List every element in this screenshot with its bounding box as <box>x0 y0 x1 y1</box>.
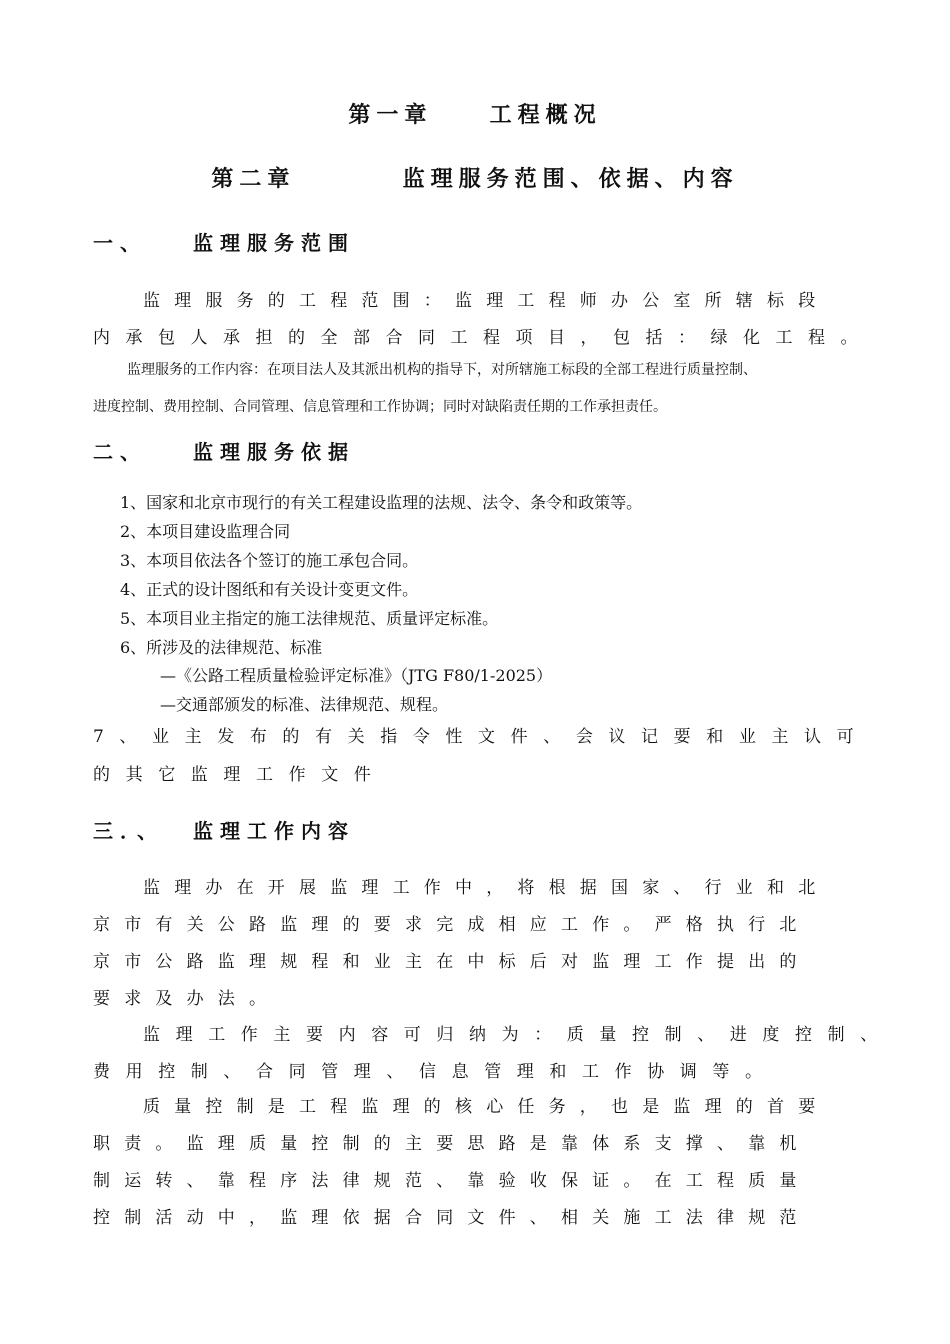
basis-item-5: 5、本项目业主指定的施工法律规范、质量评定标准。 <box>120 609 499 628</box>
content-para-3-line-4: 控制活动中，监理依据合同文件、相关施工法律规范 <box>93 1208 811 1228</box>
basis-item-2: 2、本项目建设监理合同 <box>120 522 291 541</box>
basis-item-3: 3、本项目依法各个签订的施工承包合同。 <box>120 551 419 570</box>
chapter-2-label: 第二章 <box>211 167 296 192</box>
chapter-1-title: 工程概况 <box>489 103 602 128</box>
content-para-2-line-1: 监理工作主要内容可归纳为：质量控制、进度控制、 <box>143 1025 893 1045</box>
section-2-heading <box>93 436 355 465</box>
section-1-para-1-line-2: 内承包人承担的全部合同工程项目，包括：绿化工程。 <box>93 328 873 348</box>
content-para-3-line-2: 职责。监理质量控制的主要思路是靠体系支撑、靠机 <box>93 1134 811 1154</box>
basis-item-4: 4、正式的设计图纸和有关设计变更文件。 <box>120 580 419 599</box>
chapter-1-heading <box>0 98 950 129</box>
chapter-2-heading <box>0 162 950 193</box>
section-1-heading <box>93 227 355 256</box>
content-para-1-line-3: 京市公路监理规程和业主在中标后对监理工作提出的 <box>93 952 811 972</box>
section-3-title: 监理工作内容 <box>193 819 355 843</box>
content-para-3-line-3: 制运转、靠程序法律规范、靠验收保证。在工程质量 <box>93 1171 811 1191</box>
section-3-number: 三．、 <box>93 819 164 843</box>
section-1-para-2-line-1: 监理服务的工作内容：在项目法人及其派出机构的指导下，对所辖施工标段的全部工程进行质量控制、 <box>127 362 757 378</box>
chapter-2-title: 监理服务范围、依据、内容 <box>402 167 739 192</box>
section-1-number: 一、 <box>93 231 147 255</box>
basis-item-6: 6、所涉及的法律规范、标准 <box>120 638 323 657</box>
basis-sub-item-1: —《公路工程质量检验评定标准》（JTG F80/1-2025） <box>160 666 553 685</box>
content-para-1-line-4: 要求及办法。 <box>93 989 281 1009</box>
section-1-title: 监理服务范围 <box>193 231 355 255</box>
basis-item-7-line-2: 的其它监理工作文件 <box>93 765 387 785</box>
section-3-heading <box>93 815 355 844</box>
section-2-number: 二、 <box>93 440 147 464</box>
content-para-1-line-1: 监理办在开展监理工作中，将根据国家、行业和北 <box>143 878 830 898</box>
basis-item-1: 1、国家和北京市现行的有关工程建设监理的法规、法令、条令和政策等。 <box>120 493 643 512</box>
content-para-3-line-1: 质量控制是工程监理的核心任务，也是监理的首要 <box>143 1097 830 1117</box>
content-para-1-line-2: 京市有关公路监理的要求完成相应工作。严格执行北 <box>93 915 811 935</box>
section-1-para-2-line-2: 进度控制、费用控制、合同管理、信息管理和工作协调；同时对缺陷责任期的工作承担责任。 <box>93 399 667 415</box>
chapter-1-label: 第一章 <box>348 103 433 128</box>
basis-sub-item-2: —交通部颁发的标准、法律规范、规程。 <box>160 695 449 714</box>
content-para-2-line-2: 费用控制、合同管理、信息管理和工作协调等。 <box>93 1062 778 1082</box>
section-1-para-1-line-1: 监理服务的工程范围：监理工程师办公室所辖标段 <box>143 291 830 311</box>
basis-item-7-line-1: 7、业主发布的有关指令性文件、会议记要和业主认可 <box>93 727 870 747</box>
section-2-title: 监理服务依据 <box>193 440 355 464</box>
